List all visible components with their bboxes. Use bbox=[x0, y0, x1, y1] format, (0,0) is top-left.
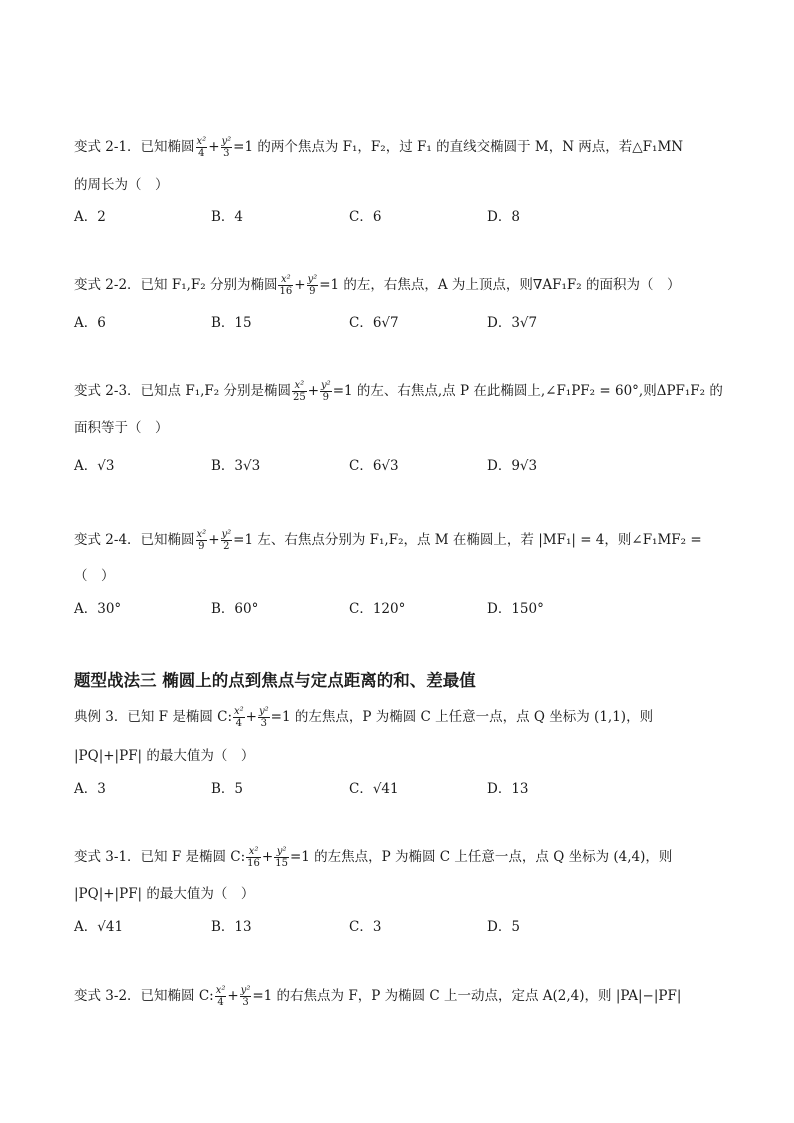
frac-num: y² bbox=[221, 136, 232, 147]
problem-2-1-line1 bbox=[74, 136, 683, 159]
option-a[interactable]: A．3 bbox=[74, 781, 106, 797]
option-c[interactable]: C．6√3 bbox=[349, 458, 399, 474]
frac-den: 3 bbox=[242, 997, 249, 1008]
frac-num: x² bbox=[196, 529, 207, 540]
problem-text: =1 的两个焦点为 F₁，F₂，过 F₁ 的直线交椭圆于 M，N 两点，若△F₁MN bbox=[233, 139, 684, 155]
option-a[interactable]: A．√3 bbox=[74, 458, 115, 474]
fraction bbox=[196, 529, 208, 552]
problem-text: =1 的左、右焦点,点 P 在此椭圆上,∠F₁PF₂ = 60°,则ΔPF₁F₂ 的 bbox=[332, 383, 723, 399]
fraction bbox=[196, 136, 208, 159]
plus-sign: + bbox=[208, 139, 220, 155]
problem-text: 变式 2-1．已知椭圆 bbox=[74, 139, 195, 155]
option-b[interactable]: B．3√3 bbox=[211, 458, 261, 474]
option-a[interactable]: A．30° bbox=[74, 601, 122, 617]
frac-den: 16 bbox=[247, 858, 260, 869]
option-d[interactable]: D．150° bbox=[487, 601, 544, 617]
frac-num: x² bbox=[292, 380, 307, 392]
option-b[interactable]: B．5 bbox=[211, 781, 244, 797]
problem-3-2-line1 bbox=[74, 985, 681, 1008]
fraction bbox=[233, 706, 245, 729]
frac-num: y² bbox=[307, 274, 318, 285]
option-c[interactable]: C．6√7 bbox=[349, 315, 399, 331]
frac-num: y² bbox=[221, 529, 232, 540]
fraction bbox=[274, 846, 289, 869]
frac-den: 2 bbox=[223, 541, 230, 552]
frac-den: 9 bbox=[322, 392, 330, 403]
problem-text: 变式 3-1．已知 F 是椭圆 C: bbox=[74, 849, 246, 865]
problem-2-4-line2: （ ） bbox=[74, 568, 115, 584]
frac-den: 4 bbox=[217, 997, 224, 1008]
plus-sign: + bbox=[208, 532, 220, 548]
fraction bbox=[240, 985, 252, 1008]
frac-num: y² bbox=[240, 985, 251, 996]
fraction bbox=[221, 136, 233, 159]
frac-num: x² bbox=[215, 985, 226, 996]
plus-sign: + bbox=[307, 383, 320, 399]
section-heading: 题型战法三 椭圆上的点到焦点与定点距离的和、差最值 bbox=[74, 671, 476, 690]
problem-text: 变式 2-4．已知椭圆 bbox=[74, 532, 195, 548]
fraction bbox=[320, 380, 332, 403]
frac-num: y² bbox=[321, 380, 331, 391]
option-b[interactable]: B．15 bbox=[211, 315, 252, 331]
plus-sign: + bbox=[227, 988, 239, 1004]
frac-den: 3 bbox=[223, 148, 230, 159]
frac-den: 9 bbox=[309, 286, 316, 297]
problem-2-1-line2: 的周长为（ ） bbox=[74, 177, 169, 193]
fraction bbox=[221, 529, 233, 552]
option-b[interactable]: B．60° bbox=[211, 601, 259, 617]
problem-text: 变式 3-2．已知椭圆 C: bbox=[74, 988, 214, 1004]
frac-num: x² bbox=[234, 706, 244, 717]
fraction bbox=[278, 274, 293, 297]
problem-3-1-line2: |PQ|+|PF| 的最大值为（ ） bbox=[74, 886, 255, 902]
frac-num: x² bbox=[196, 136, 207, 147]
problem-3-1-line1 bbox=[74, 846, 672, 869]
frac-den: 4 bbox=[198, 148, 205, 159]
option-a[interactable]: A．2 bbox=[74, 209, 106, 225]
problem-2-4-line1 bbox=[74, 529, 702, 552]
frac-den: 16 bbox=[279, 286, 293, 297]
problem-text: 变式 2-2．已知 F₁,F₂ 分别为椭圆 bbox=[74, 277, 278, 293]
option-c[interactable]: C．3 bbox=[349, 919, 382, 935]
problem-3-line1 bbox=[74, 706, 653, 729]
fraction bbox=[258, 706, 270, 729]
option-d[interactable]: D．8 bbox=[487, 209, 520, 225]
plus-sign: + bbox=[294, 277, 306, 293]
option-c[interactable]: C．6 bbox=[349, 209, 382, 225]
option-d[interactable]: D．5 bbox=[487, 919, 520, 935]
problem-text: =1 左、右焦点分别为 F₁,F₂，点 M 在椭圆上，若 |MF₁| = 4，则∠F₁MF₂ = bbox=[233, 532, 702, 548]
frac-num: x² bbox=[278, 274, 293, 286]
frac-num: x² bbox=[246, 846, 261, 858]
fraction bbox=[246, 846, 261, 869]
problem-text: 典例 3．已知 F 是椭圆 C: bbox=[74, 709, 232, 725]
problem-3-line2: |PQ|+|PF| 的最大值为（ ） bbox=[74, 748, 255, 764]
option-a[interactable]: A．√41 bbox=[74, 919, 124, 935]
frac-num: y² bbox=[274, 846, 289, 858]
frac-den: 3 bbox=[260, 718, 267, 729]
frac-den: 15 bbox=[275, 858, 288, 869]
option-c[interactable]: C．√41 bbox=[349, 781, 399, 797]
option-a[interactable]: A．6 bbox=[74, 315, 106, 331]
frac-den: 9 bbox=[198, 541, 205, 552]
frac-den: 4 bbox=[235, 718, 243, 729]
problem-2-2-line1 bbox=[74, 274, 680, 297]
option-d[interactable]: D．3√7 bbox=[487, 315, 538, 331]
problem-text: =1 的左，右焦点，A 为上顶点，则∇AF₁F₂ 的面积为（ ） bbox=[319, 277, 681, 293]
frac-num: y² bbox=[258, 706, 269, 717]
option-b[interactable]: B．13 bbox=[211, 919, 252, 935]
problem-2-3-line2: 面积等于（ ） bbox=[74, 420, 169, 436]
option-d[interactable]: D．9√3 bbox=[487, 458, 538, 474]
problem-2-3-line1 bbox=[74, 380, 723, 403]
plus-sign: + bbox=[245, 709, 257, 725]
problem-text: =1 的左焦点，P 为椭圆 C 上任意一点，点 Q 坐标为 (4,4)，则 bbox=[289, 849, 673, 865]
option-b[interactable]: B．4 bbox=[211, 209, 244, 225]
problem-text: 变式 2-3．已知点 F₁,F₂ 分别是椭圆 bbox=[74, 383, 291, 399]
fraction bbox=[307, 274, 319, 297]
option-d[interactable]: D．13 bbox=[487, 781, 529, 797]
problem-text: =1 的左焦点，P 为椭圆 C 上任意一点，点 Q 坐标为 (1,1)，则 bbox=[270, 709, 654, 725]
frac-den: 25 bbox=[292, 392, 306, 403]
plus-sign: + bbox=[261, 849, 274, 865]
option-c[interactable]: C．120° bbox=[349, 601, 406, 617]
fraction bbox=[292, 380, 307, 403]
problem-text: =1 的右焦点为 F，P 为椭圆 C 上一动点，定点 A(2,4)，则 |PA|−|PF| bbox=[252, 988, 682, 1004]
fraction bbox=[215, 985, 227, 1008]
